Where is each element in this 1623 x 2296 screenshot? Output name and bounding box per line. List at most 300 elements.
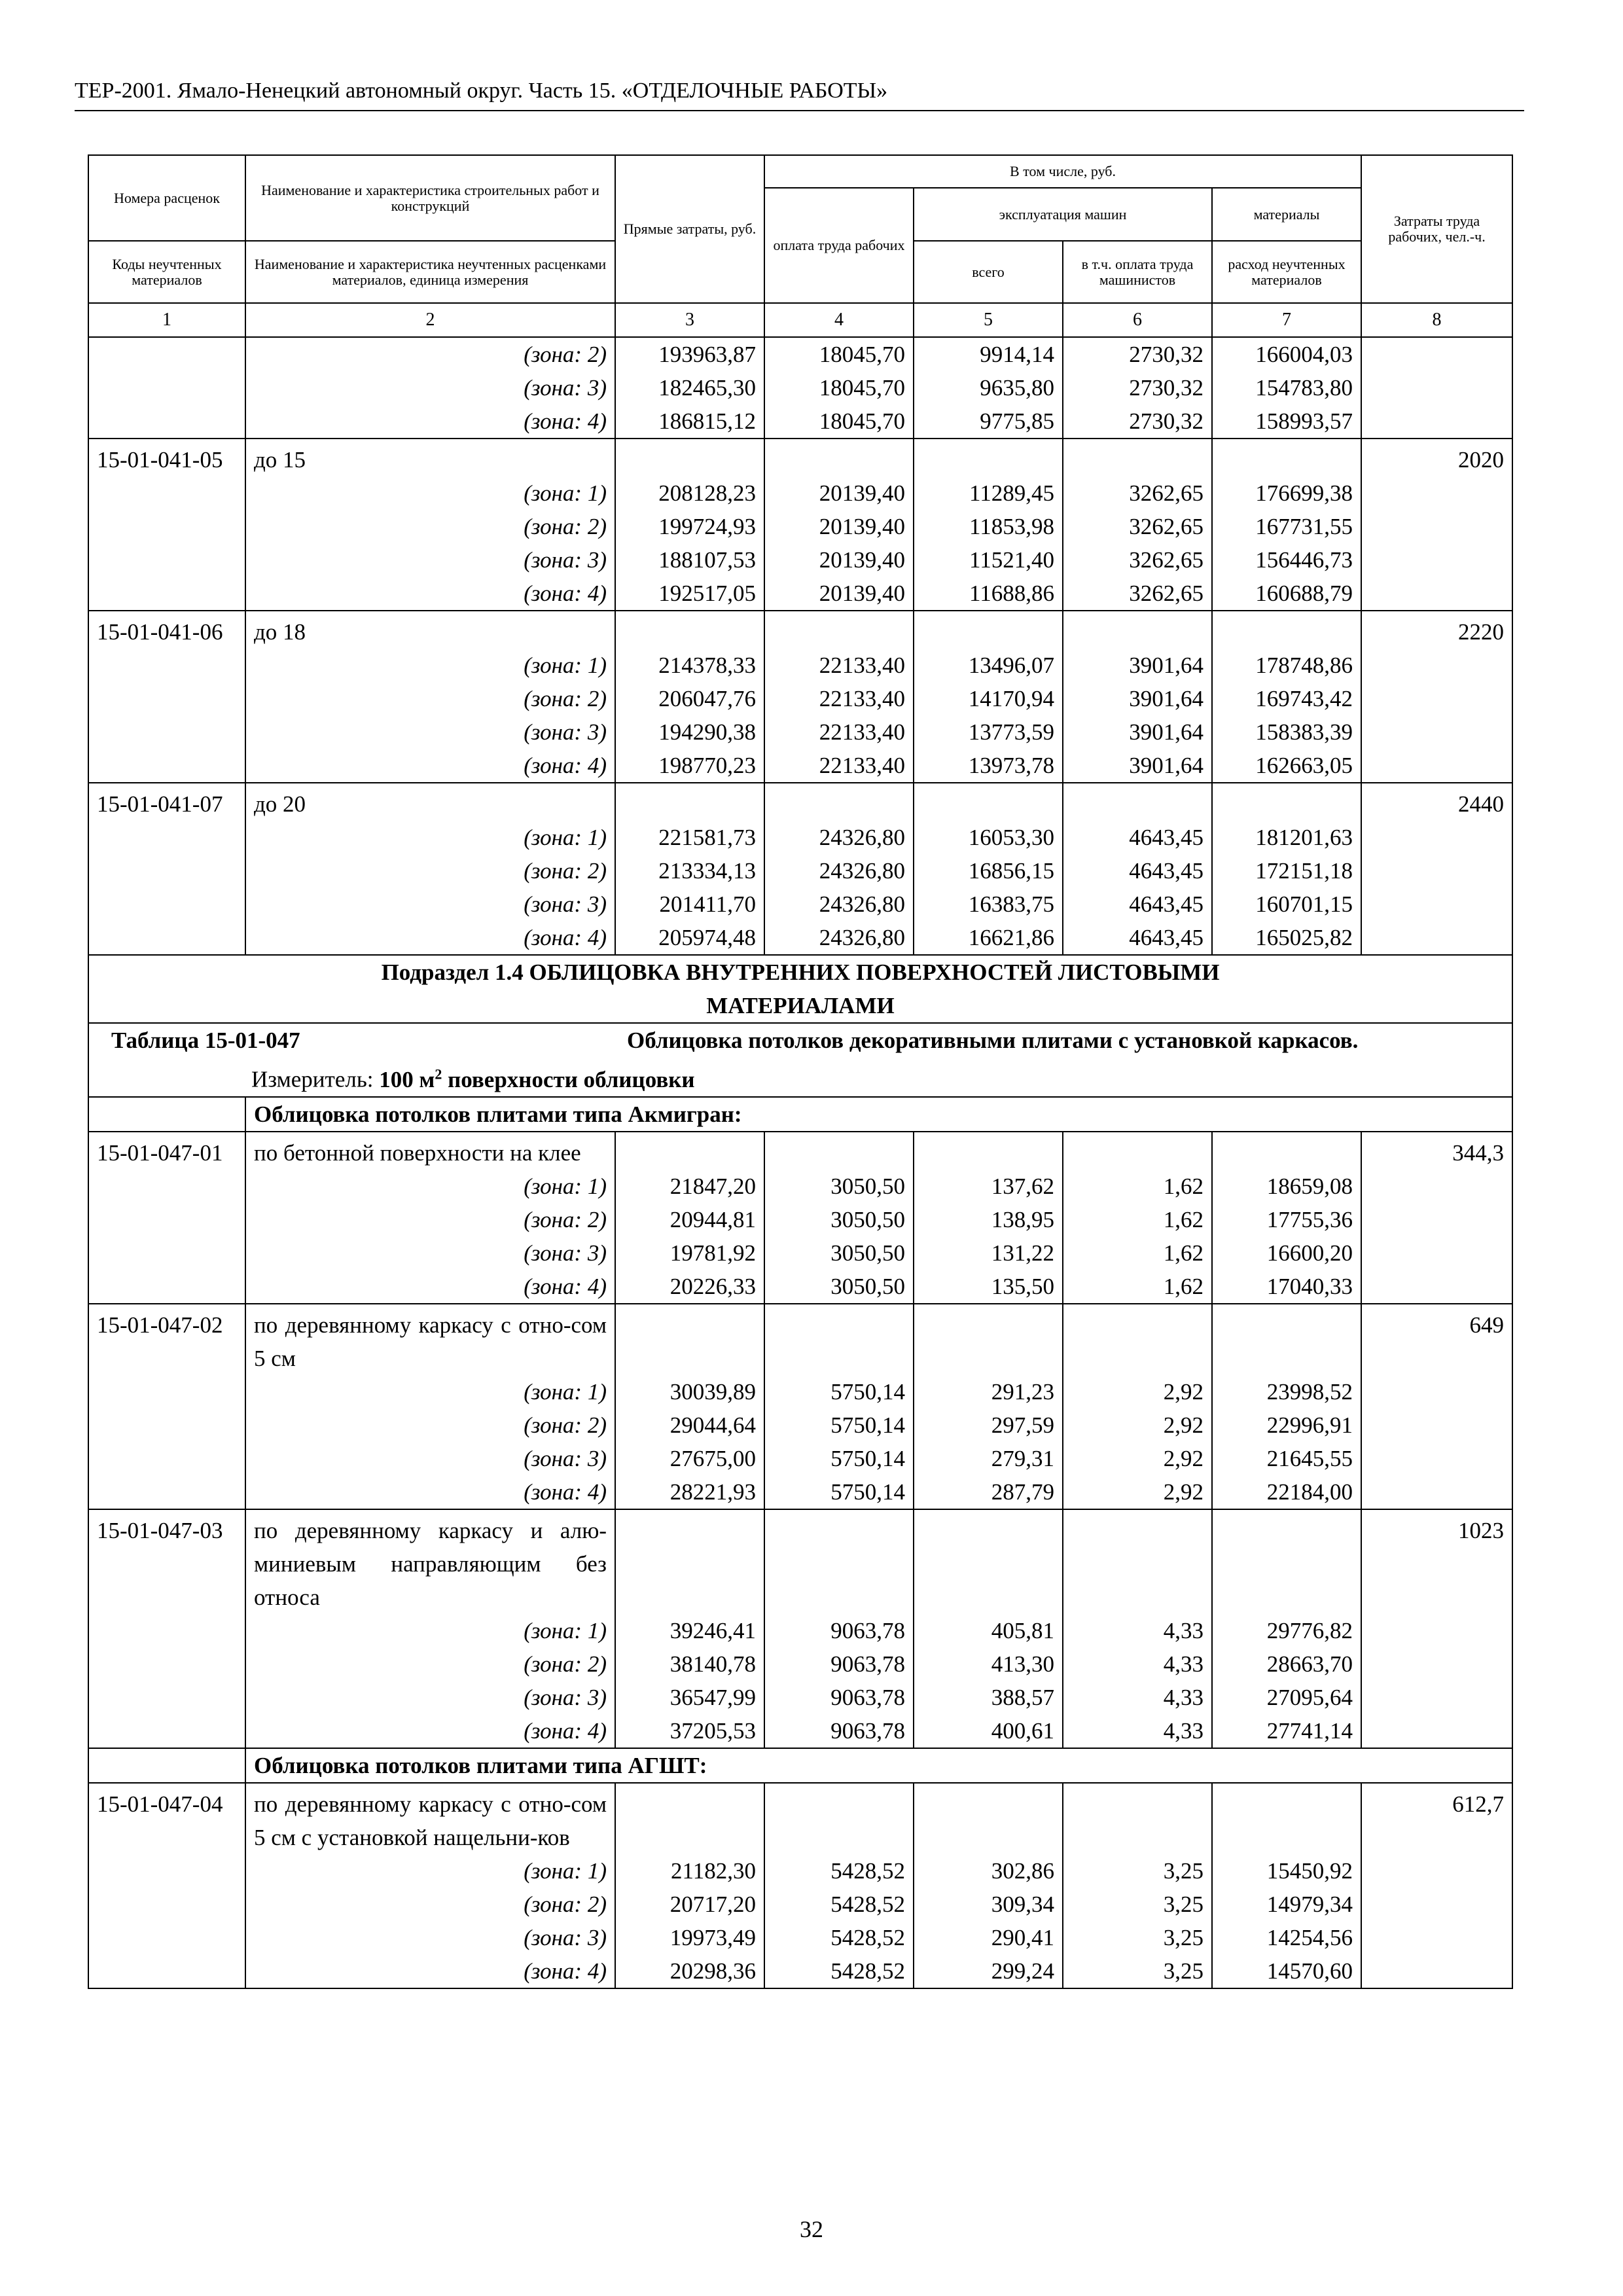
section-title [88, 955, 1512, 1023]
zone-label: (зона: 3) [245, 1681, 615, 1714]
zone-row [88, 1442, 1512, 1475]
operator-wages-value: 3262,65 [1063, 476, 1212, 510]
wages-value: 3050,50 [764, 1170, 914, 1203]
page-header: ТЕР-2001. Ямало-Ненецкий автономный округ. Часть 15. «ОТДЕЛОЧНЫЕ РАБОТЫ» [75, 79, 1524, 111]
value-cell [1212, 611, 1361, 649]
zone-row [88, 1921, 1512, 1954]
wages-value: 24326,80 [764, 888, 914, 921]
machines-total-value: 131,22 [914, 1236, 1063, 1270]
wages-value: 5428,52 [764, 1921, 914, 1954]
rate-code-cell [88, 854, 245, 888]
col-materials-usage-header: расход неучтенных материалов [1212, 241, 1361, 303]
labor-cell [1361, 921, 1512, 955]
operator-wages-value: 2,92 [1063, 1408, 1212, 1442]
zone-label: (зона: 2) [245, 1203, 615, 1236]
wages-value: 5750,14 [764, 1475, 914, 1509]
direct-costs-value: 38140,78 [615, 1647, 764, 1681]
direct-costs-value: 30039,89 [615, 1375, 764, 1408]
machines-total-value: 388,57 [914, 1681, 1063, 1714]
rate-description: до 20 [245, 783, 615, 821]
rate-code-cell [88, 1270, 245, 1304]
rate-code-cell [88, 510, 245, 543]
column-number: 5 [914, 303, 1063, 337]
rate-code: 15-01-041-07 [88, 783, 245, 821]
operator-wages-value: 3,25 [1063, 1854, 1212, 1888]
zone-row [88, 1475, 1512, 1509]
rate-code-cell [88, 1442, 245, 1475]
zone-label: (зона: 2) [245, 1408, 615, 1442]
continuation-rows [88, 337, 1512, 439]
zone-label: (зона: 3) [245, 371, 615, 404]
operator-wages-value: 3,25 [1063, 1888, 1212, 1921]
wages-value: 3050,50 [764, 1203, 914, 1236]
zone-label: (зона: 2) [245, 1647, 615, 1681]
zone-row [88, 1647, 1512, 1681]
rate-code-cell [88, 921, 245, 955]
direct-costs-value: 19781,92 [615, 1236, 764, 1270]
zone-row [88, 543, 1512, 577]
materials-value: 14570,60 [1212, 1954, 1361, 1988]
rate-code: 15-01-047-02 [88, 1304, 245, 1375]
machines-total-value: 297,59 [914, 1408, 1063, 1442]
materials-value: 15450,92 [1212, 1854, 1361, 1888]
subsection-heading: Облицовка потолков плитами типа АГШТ: [245, 1748, 1512, 1783]
zone-label: (зона: 2) [245, 682, 615, 715]
zone-label: (зона: 3) [245, 715, 615, 749]
value-cell [1212, 1783, 1361, 1854]
rate-code: 15-01-047-03 [88, 1509, 245, 1614]
value-cell [914, 611, 1063, 649]
rate-code-cell [88, 1954, 245, 1988]
zone-row [88, 1714, 1512, 1748]
labor-costs-value: 2020 [1361, 439, 1512, 476]
machines-total-value: 9635,80 [914, 371, 1063, 404]
labor-cell [1361, 1375, 1512, 1408]
zone-label: (зона: 3) [245, 1921, 615, 1954]
table-header [88, 155, 1512, 337]
operator-wages-value: 3901,64 [1063, 715, 1212, 749]
zone-row [88, 854, 1512, 888]
rate-code-cell [88, 888, 245, 921]
zone-label: (зона: 4) [245, 1270, 615, 1304]
labor-cell [1361, 854, 1512, 888]
zone-row [88, 1681, 1512, 1714]
materials-value: 29776,82 [1212, 1614, 1361, 1647]
operator-wages-value: 3901,64 [1063, 682, 1212, 715]
direct-costs-value: 199724,93 [615, 510, 764, 543]
col-direct-costs-header: Прямые затраты, руб. [615, 155, 764, 303]
direct-costs-value: 21182,30 [615, 1854, 764, 1888]
direct-costs-value: 27675,00 [615, 1442, 764, 1475]
value-cell [1212, 783, 1361, 821]
column-number: 4 [764, 303, 914, 337]
zone-label: (зона: 1) [245, 1854, 615, 1888]
rate-row [88, 1783, 1512, 1854]
value-cell [914, 1509, 1063, 1614]
direct-costs-value: 188107,53 [615, 543, 764, 577]
operator-wages-value: 3262,65 [1063, 543, 1212, 577]
materials-value: 22184,00 [1212, 1475, 1361, 1509]
direct-costs-value: 36547,99 [615, 1681, 764, 1714]
machines-total-value: 302,86 [914, 1854, 1063, 1888]
wages-value: 3050,50 [764, 1236, 914, 1270]
operator-wages-value: 4643,45 [1063, 921, 1212, 955]
zone-label: (зона: 3) [245, 888, 615, 921]
zone-row [88, 1614, 1512, 1647]
labor-cell [1361, 821, 1512, 854]
labor-cell [1361, 1681, 1512, 1714]
zone-row [88, 476, 1512, 510]
machines-total-value: 13496,07 [914, 649, 1063, 682]
zone-label: (зона: 4) [245, 749, 615, 783]
column-number: 1 [88, 303, 245, 337]
labor-cell [1361, 577, 1512, 611]
labor-cell [1361, 1888, 1512, 1921]
direct-costs-value: 192517,05 [615, 577, 764, 611]
rate-code-cell [88, 1714, 245, 1748]
materials-value: 156446,73 [1212, 543, 1361, 577]
operator-wages-value: 4643,45 [1063, 854, 1212, 888]
zone-row [88, 404, 1512, 439]
machines-total-value: 16621,86 [914, 921, 1063, 955]
labor-cell [1361, 476, 1512, 510]
labor-cell [1361, 649, 1512, 682]
labor-cell [1361, 1854, 1512, 1888]
labor-costs-value: 344,3 [1361, 1132, 1512, 1170]
machines-total-value: 13773,59 [914, 715, 1063, 749]
zone-label: (зона: 2) [245, 1888, 615, 1921]
rates-table [88, 154, 1513, 1989]
table-number: Таблица 15-01-047 [111, 1028, 300, 1053]
materials-value: 154783,80 [1212, 371, 1361, 404]
value-cell [615, 1509, 764, 1614]
rate-code-cell [88, 1854, 245, 1888]
col-work-name-header: Наименование и характеристика строительных работ и конструкций [245, 155, 615, 241]
labor-cell [1361, 1954, 1512, 1988]
operator-wages-value: 3901,64 [1063, 749, 1212, 783]
operator-wages-value: 2,92 [1063, 1475, 1212, 1509]
col-wages-header: оплата труда рабочих [764, 188, 914, 303]
direct-costs-value: 193963,87 [615, 337, 764, 371]
materials-value: 165025,82 [1212, 921, 1361, 955]
col-material-codes-header: Коды неучтенных материалов [88, 241, 245, 303]
value-cell [914, 1783, 1063, 1854]
materials-value: 21645,55 [1212, 1442, 1361, 1475]
col-machines-total-header: всего [914, 241, 1063, 303]
zone-row [88, 888, 1512, 921]
value-cell [615, 1132, 764, 1170]
rate-row [88, 1132, 1512, 1170]
labor-cell [1361, 1408, 1512, 1442]
operator-wages-value: 2730,32 [1063, 337, 1212, 371]
zone-row [88, 510, 1512, 543]
rate-row [88, 439, 1512, 476]
value-cell [914, 783, 1063, 821]
machines-total-value: 137,62 [914, 1170, 1063, 1203]
labor-cell [1361, 888, 1512, 921]
materials-value: 23998,52 [1212, 1375, 1361, 1408]
zone-row [88, 1170, 1512, 1203]
zone-label: (зона: 1) [245, 821, 615, 854]
value-cell [764, 783, 914, 821]
zone-row [88, 577, 1512, 611]
operator-wages-value: 4643,45 [1063, 888, 1212, 921]
labor-cell [1361, 1236, 1512, 1270]
rate-code: 15-01-041-05 [88, 439, 245, 476]
direct-costs-value: 201411,70 [615, 888, 764, 921]
direct-costs-value: 198770,23 [615, 749, 764, 783]
materials-value: 160701,15 [1212, 888, 1361, 921]
operator-wages-value: 3262,65 [1063, 577, 1212, 611]
rate-code-cell [88, 476, 245, 510]
wages-value: 22133,40 [764, 715, 914, 749]
section-title-line1: Подраздел 1.4 ОБЛИЦОВКА ВНУТРЕННИХ ПОВЕРХНОСТЕЙ ЛИСТОВЫМИ [381, 960, 1220, 985]
rate-description: по бетонной поверхности на клее [245, 1132, 615, 1170]
zone-label: (зона: 1) [245, 476, 615, 510]
materials-value: 16600,20 [1212, 1236, 1361, 1270]
zone-row [88, 371, 1512, 404]
value-cell [1063, 1132, 1212, 1170]
value-cell [615, 439, 764, 476]
labor-cell [1361, 682, 1512, 715]
direct-costs-value: 20944,81 [615, 1203, 764, 1236]
rate-code-cell [88, 1647, 245, 1681]
zone-label: (зона: 3) [245, 543, 615, 577]
zone-row [88, 749, 1512, 783]
wages-value: 20139,40 [764, 476, 914, 510]
machines-total-value: 299,24 [914, 1954, 1063, 1988]
zone-label: (зона: 4) [245, 1954, 615, 1988]
direct-costs-value: 182465,30 [615, 371, 764, 404]
operator-wages-value: 4,33 [1063, 1647, 1212, 1681]
operator-wages-value: 4,33 [1063, 1714, 1212, 1748]
rate-code: 15-01-047-04 [88, 1783, 245, 1854]
subsection-heading: Облицовка потолков плитами типа Акмигран: [245, 1097, 1512, 1132]
measure-label: Измеритель: [251, 1066, 374, 1092]
column-number: 3 [615, 303, 764, 337]
rate-code-cell [88, 337, 245, 371]
page-number: 32 [800, 2216, 823, 2242]
wages-value: 5750,14 [764, 1442, 914, 1475]
column-numbers-row [88, 303, 1512, 337]
zone-label: (зона: 4) [245, 404, 615, 439]
direct-costs-value: 213334,13 [615, 854, 764, 888]
zone-label: (зона: 2) [245, 337, 615, 371]
rate-row [88, 1304, 1512, 1375]
machines-total-value: 13973,78 [914, 749, 1063, 783]
rate-code-cell [88, 1170, 245, 1203]
section-title-line2: МАТЕРИАЛАМИ [706, 993, 895, 1018]
labor-cell [1361, 404, 1512, 439]
value-cell [1063, 1304, 1212, 1375]
materials-value: 17040,33 [1212, 1270, 1361, 1304]
table-title: Облицовка потолков декоративными плитами с установкой каркасов. [627, 1028, 1359, 1053]
rate-code-cell [88, 577, 245, 611]
materials-value: 162663,05 [1212, 749, 1361, 783]
materials-value: 14979,34 [1212, 1888, 1361, 1921]
zone-row [88, 1270, 1512, 1304]
value-cell [1063, 439, 1212, 476]
column-number: 6 [1063, 303, 1212, 337]
zone-label: (зона: 3) [245, 1442, 615, 1475]
labor-cell [1361, 749, 1512, 783]
materials-value: 176699,38 [1212, 476, 1361, 510]
operator-wages-value: 2,92 [1063, 1442, 1212, 1475]
zone-label: (зона: 2) [245, 510, 615, 543]
operator-wages-value: 1,62 [1063, 1236, 1212, 1270]
labor-cell [1361, 543, 1512, 577]
machines-total-value: 279,31 [914, 1442, 1063, 1475]
rate-code-cell [88, 1408, 245, 1442]
machines-total-value: 291,23 [914, 1375, 1063, 1408]
labor-cell [1361, 1442, 1512, 1475]
rate-groups-047-agsht [88, 1783, 1512, 1988]
direct-costs-value: 29044,64 [615, 1408, 764, 1442]
materials-value: 22996,91 [1212, 1408, 1361, 1442]
materials-value: 178748,86 [1212, 649, 1361, 682]
wages-value: 9063,78 [764, 1714, 914, 1748]
wages-value: 9063,78 [764, 1681, 914, 1714]
wages-value: 20139,40 [764, 543, 914, 577]
value-cell [615, 1304, 764, 1375]
materials-value: 172151,18 [1212, 854, 1361, 888]
operator-wages-value: 1,62 [1063, 1270, 1212, 1304]
zone-label: (зона: 4) [245, 577, 615, 611]
rate-code-cell [88, 1921, 245, 1954]
zone-row [88, 1888, 1512, 1921]
wages-value: 5428,52 [764, 1954, 914, 1988]
operator-wages-value: 3901,64 [1063, 649, 1212, 682]
operator-wages-value: 2730,32 [1063, 371, 1212, 404]
rate-code-cell [88, 749, 245, 783]
direct-costs-value: 28221,93 [615, 1475, 764, 1509]
value-cell [914, 439, 1063, 476]
zone-label: (зона: 1) [245, 1614, 615, 1647]
zone-label: (зона: 4) [245, 1714, 615, 1748]
direct-costs-value: 186815,12 [615, 404, 764, 439]
machines-total-value: 405,81 [914, 1614, 1063, 1647]
rate-code-cell [88, 371, 245, 404]
materials-value: 181201,63 [1212, 821, 1361, 854]
rate-description: до 15 [245, 439, 615, 476]
machines-total-value: 11688,86 [914, 577, 1063, 611]
rate-groups-047-akmigran [88, 1132, 1512, 1748]
direct-costs-value: 20298,36 [615, 1954, 764, 1988]
rate-code-cell [88, 715, 245, 749]
rate-row [88, 611, 1512, 649]
wages-value: 3050,50 [764, 1270, 914, 1304]
direct-costs-value: 39246,41 [615, 1614, 764, 1647]
machines-total-value: 138,95 [914, 1203, 1063, 1236]
operator-wages-value: 4643,45 [1063, 821, 1212, 854]
machines-total-value: 14170,94 [914, 682, 1063, 715]
machines-total-value: 135,50 [914, 1270, 1063, 1304]
zone-label: (зона: 1) [245, 1170, 615, 1203]
zone-row [88, 1854, 1512, 1888]
zone-label: (зона: 1) [245, 649, 615, 682]
rate-code-cell [88, 682, 245, 715]
direct-costs-value: 206047,76 [615, 682, 764, 715]
rate-code-cell [88, 543, 245, 577]
machines-total-value: 11853,98 [914, 510, 1063, 543]
machines-total-value: 16383,75 [914, 888, 1063, 921]
rate-code-cell [88, 1681, 245, 1714]
wages-value: 5750,14 [764, 1408, 914, 1442]
materials-value: 28663,70 [1212, 1647, 1361, 1681]
rate-code-cell [88, 649, 245, 682]
labor-costs-value: 612,7 [1361, 1783, 1512, 1854]
value-cell [1063, 611, 1212, 649]
rate-groups-041 [88, 439, 1512, 955]
materials-value: 18659,08 [1212, 1170, 1361, 1203]
column-number: 2 [245, 303, 615, 337]
wages-value: 22133,40 [764, 682, 914, 715]
zone-row [88, 1408, 1512, 1442]
operator-wages-value: 3262,65 [1063, 510, 1212, 543]
zone-row [88, 682, 1512, 715]
wages-value: 9063,78 [764, 1647, 914, 1681]
labor-cell [1361, 510, 1512, 543]
zone-label: (зона: 3) [245, 1236, 615, 1270]
machines-group-header: эксплуатация машин [914, 188, 1212, 241]
rate-description: по деревянному каркасу и алю-миниевым направляющим без относа [245, 1509, 615, 1614]
labor-cell [1361, 1614, 1512, 1647]
labor-cell [1361, 1203, 1512, 1236]
direct-costs-value: 19973,49 [615, 1921, 764, 1954]
col-rate-number-header: Номера расценок [88, 155, 245, 241]
labor-costs-value: 1023 [1361, 1509, 1512, 1614]
value-cell [1063, 783, 1212, 821]
labor-costs-value: 2440 [1361, 783, 1512, 821]
direct-costs-value: 205974,48 [615, 921, 764, 955]
measure-value: 100 м [379, 1066, 435, 1092]
machines-total-value: 11289,45 [914, 476, 1063, 510]
wages-value: 22133,40 [764, 749, 914, 783]
wages-value: 20139,40 [764, 510, 914, 543]
zone-row [88, 1236, 1512, 1270]
labor-cell [1361, 1714, 1512, 1748]
zone-label: (зона: 2) [245, 854, 615, 888]
value-cell [1212, 1132, 1361, 1170]
col-material-names-header: Наименование и характеристика неучтенных расценками материалов, единица измерения [245, 241, 615, 303]
materials-group-header: материалы [1212, 188, 1361, 241]
rate-code: 15-01-047-01 [88, 1132, 245, 1170]
value-cell [764, 1304, 914, 1375]
wages-value: 22133,40 [764, 649, 914, 682]
operator-wages-value: 3,25 [1063, 1954, 1212, 1988]
section-block [88, 955, 1512, 1132]
zone-row [88, 649, 1512, 682]
value-cell [1212, 439, 1361, 476]
measure-rest: поверхности облицовки [448, 1066, 695, 1092]
value-cell [764, 1783, 914, 1854]
wages-value: 18045,70 [764, 337, 914, 371]
zone-row [88, 921, 1512, 955]
machines-total-value: 400,61 [914, 1714, 1063, 1748]
machines-total-value: 16856,15 [914, 854, 1063, 888]
rate-code-cell [88, 821, 245, 854]
machines-total-value: 287,79 [914, 1475, 1063, 1509]
rate-row [88, 1509, 1512, 1614]
rate-description: по деревянному каркасу с отно-сом 5 см [245, 1304, 615, 1375]
rate-description: по деревянному каркасу с отно-сом 5 см с установкой нащельни-ков [245, 1783, 615, 1854]
direct-costs-value: 208128,23 [615, 476, 764, 510]
materials-value: 166004,03 [1212, 337, 1361, 371]
direct-costs-value: 21847,20 [615, 1170, 764, 1203]
wages-value: 24326,80 [764, 854, 914, 888]
machines-total-value: 309,34 [914, 1888, 1063, 1921]
machines-total-value: 11521,40 [914, 543, 1063, 577]
